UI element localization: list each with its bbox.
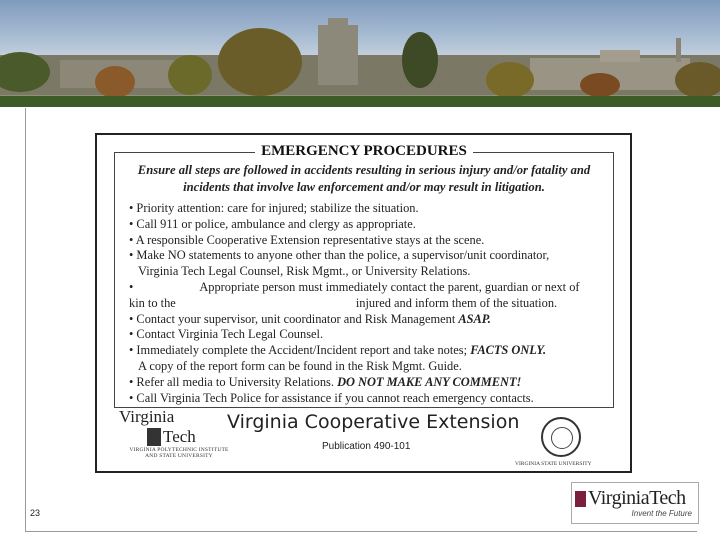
vt-shield-icon [147, 428, 161, 446]
vsu-seal-icon [541, 417, 581, 457]
vt-logo: Virginia Tech VIRGINIA POLYTECHNIC INSTITUTE AND STATE UNIVERSITY [119, 407, 229, 459]
vt-logo-shield-icon [575, 491, 586, 507]
vsu-label: VIRGINIA STATE UNIVERSITY [515, 461, 592, 467]
list-item-continued: kin to the injured and inform them of the situation. [129, 295, 558, 310]
list-item-continued: Virginia Tech Legal Counsel, Risk Mgmt., or University Relations. [138, 264, 471, 279]
procedures-box [114, 143, 614, 408]
emergency-procedures-card [95, 133, 632, 473]
list-item: • Appropriate person must immediately contact the parent, guardian or next of [129, 279, 580, 294]
list-item: • Immediately complete the Accident/Incident report and take notes; FACTS ONLY. [129, 343, 547, 358]
slide-frame-left [25, 108, 26, 532]
list-item: • Contact your supervisor, unit coordinator and Risk Management ASAP. [129, 311, 491, 326]
list-item: • A responsible Cooperative Extension representative stays at the scene. [129, 232, 485, 247]
virginia-tech-logo: VirginiaTech Invent the Future [571, 482, 699, 524]
list-item: • Make NO statements to anyone other than the police, a supervisor/unit coordinator, [129, 248, 550, 263]
organization-name: Virginia Cooperative Extension [227, 411, 520, 433]
list-item: • Priority attention: care for injured; stabilize the situation. [129, 201, 419, 215]
intro-line: Ensure all steps are followed in accidents resulting in serious injury and/or fatality and [137, 163, 591, 177]
procedures-intro [115, 162, 613, 196]
campus-banner-photo [0, 0, 720, 107]
publication-number: Publication 490-101 [322, 441, 411, 452]
procedures-title: EMERGENCY PROCEDURES [255, 143, 473, 159]
list-item: • Refer all media to University Relations. DO NOT MAKE ANY COMMENT! [129, 374, 522, 389]
intro-line: incidents that involve law enforcement and/or may result in litigation. [183, 180, 545, 194]
list-item: • Call Virginia Tech Police for assistance if you cannot reach emergency contacts. [129, 390, 534, 405]
slide-frame-bottom [25, 531, 697, 532]
procedures-list [129, 201, 605, 406]
list-item: • Contact Virginia Tech Legal Counsel. [129, 327, 324, 342]
page-number: 23 [30, 508, 41, 518]
list-item: • Call 911 or police, ambulance and clergy as appropriate. [129, 216, 416, 231]
list-item-continued: A copy of the report form can be found in the Risk Mgmt. Guide. [138, 358, 462, 373]
